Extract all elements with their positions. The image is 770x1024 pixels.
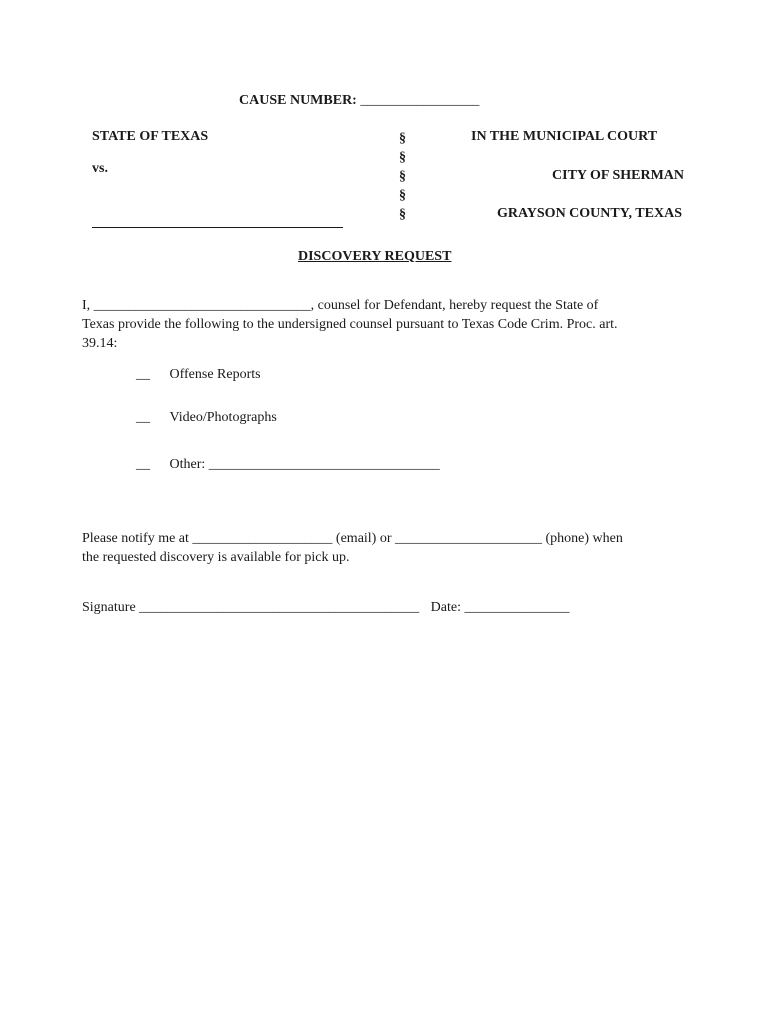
cause-number-label: CAUSE NUMBER: bbox=[239, 93, 357, 108]
date-field[interactable]: _______________ bbox=[464, 600, 570, 615]
email-label: (email) or bbox=[335, 531, 392, 546]
phone-label: (phone) when bbox=[545, 531, 623, 546]
cause-number-line bbox=[239, 93, 479, 109]
section-mark: § bbox=[399, 150, 406, 165]
defendant-name-line[interactable] bbox=[92, 227, 343, 228]
list-item bbox=[136, 457, 440, 473]
offense-reports-checkbox[interactable]: __ bbox=[136, 367, 150, 382]
counsel-name-field[interactable]: _______________________________ bbox=[93, 298, 311, 313]
video-photographs-checkbox[interactable]: __ bbox=[136, 410, 150, 425]
section-mark: § bbox=[399, 207, 406, 222]
intro-paragraph bbox=[82, 296, 682, 353]
section-mark: § bbox=[399, 169, 406, 184]
list-item bbox=[136, 367, 261, 383]
video-photographs-label: Video/Photographs bbox=[169, 410, 277, 425]
court-city: CITY OF SHERMAN bbox=[552, 168, 684, 183]
cause-number-field[interactable]: _________________ bbox=[360, 93, 480, 108]
versus-label: vs. bbox=[92, 161, 108, 176]
offense-reports-label: Offense Reports bbox=[169, 367, 261, 382]
other-label: Other: bbox=[169, 457, 206, 472]
intro-text-1: , counsel for Defendant, hereby request the State of bbox=[310, 298, 599, 313]
court-name: IN THE MUNICIPAL COURT bbox=[471, 129, 658, 144]
intro-prefix: I, bbox=[82, 298, 91, 313]
list-item bbox=[136, 410, 277, 426]
intro-line-2: Texas provide the following to the undersigned counsel pursuant to Texas Code Crim. Proc. art. bbox=[82, 317, 618, 332]
date-label: Date: bbox=[430, 600, 461, 615]
section-mark: § bbox=[399, 131, 406, 146]
intro-line-3: 39.14: bbox=[82, 336, 118, 351]
other-description-field[interactable]: _________________________________ bbox=[208, 457, 440, 472]
document-title: DISCOVERY REQUEST bbox=[298, 249, 452, 264]
notify-prefix: Please notify me at bbox=[82, 531, 189, 546]
state-of-texas-party: STATE OF TEXAS bbox=[92, 129, 209, 144]
signature-line bbox=[82, 600, 569, 616]
signature-label: Signature bbox=[82, 600, 136, 615]
notify-line-2: the requested discovery is available for pick up. bbox=[82, 550, 350, 565]
section-mark: § bbox=[399, 188, 406, 203]
email-field[interactable]: ____________________ bbox=[192, 531, 333, 546]
notify-paragraph bbox=[82, 529, 682, 567]
intro-line-1 bbox=[82, 296, 682, 315]
phone-field[interactable]: _____________________ bbox=[395, 531, 543, 546]
notify-line-1 bbox=[82, 529, 682, 548]
signature-field[interactable]: ________________________________________ bbox=[139, 600, 420, 615]
court-county: GRAYSON COUNTY, TEXAS bbox=[496, 206, 682, 221]
section-mark-column bbox=[399, 129, 406, 224]
other-checkbox[interactable]: __ bbox=[136, 457, 150, 472]
